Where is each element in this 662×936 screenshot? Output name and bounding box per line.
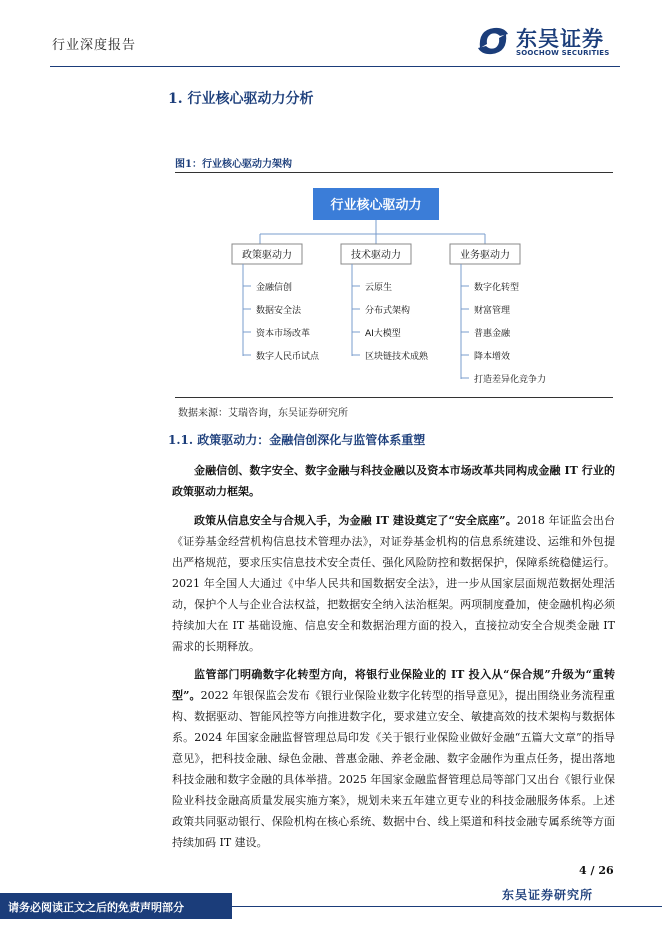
- policy-item: 资本市场改革: [256, 329, 311, 339]
- policy-item: 金融信创: [256, 283, 293, 293]
- logo-mark-icon: [474, 22, 512, 60]
- branch-policy-label: 政策驱动力: [242, 250, 292, 261]
- paragraph-1: [172, 460, 615, 502]
- business-item: 数字化转型: [474, 283, 520, 293]
- figure-title: 图1：行业核心驱动力架构: [175, 159, 292, 170]
- policy-item: 数据安全法: [256, 306, 302, 316]
- root-node-label: 行业核心驱动力: [330, 198, 422, 213]
- business-item: 降本增效: [474, 352, 511, 362]
- figure-top-rule: [175, 172, 613, 173]
- tech-item: AI大模型: [365, 329, 401, 339]
- paragraph-3-text: 2022 年银保监会发布《银行业保险业数字化转型的指导意见》，提出围绕业务流程重构、数据驱动、智能风控等方向推进数字化，要求建立安全、敏捷高效的技术架构与数据体系。2024 年国家金融监督管理总局印发《关于银行业保险业做好金融“五篇大文章”的指导意见》，把科技金融、绿色金融、普惠金融、养老金融、数字金融作为重点任务，提出落地科技金融和数字金融的具体举措。2025 年国家金融监督管理总局等部门又出台《银行业保险业科技金融高质量发展实施方案》，规划未来五年建立更专业的科技金融服务体系。上述政策共同驱动银行、保险机构在核心系统、数据中台、线上渠道和科技金融专属系统等方面持续加码 IT 建设。: [172, 689, 615, 849]
- header-rule: [50, 66, 620, 67]
- figure-bottom-rule: [175, 397, 613, 398]
- disclaimer-text: 请务必阅读正文之后的免责声明部分: [8, 901, 184, 914]
- tech-item: 云原生: [365, 283, 393, 293]
- footer-rule: [232, 906, 662, 907]
- paragraph-1-bold: 金融信创、数字安全、数字金融与科技金融以及资本市场改革共同构成金融 IT 行业的政策驱动力框架。: [172, 464, 615, 498]
- driver-diagram: [175, 174, 613, 396]
- disclaimer-band[interactable]: [0, 893, 232, 919]
- figure-source: 数据来源：艾瑞咨询，东吴证券研究所: [178, 408, 348, 419]
- business-item: 打造差异化竞争力: [474, 375, 547, 385]
- page-number: 4 / 26: [579, 864, 614, 877]
- paragraph-3: [172, 664, 615, 853]
- section-heading: 1. 行业核心驱动力分析: [168, 91, 314, 107]
- business-item: 财富管理: [474, 306, 511, 316]
- paragraph-3-bold: 监管部门明确数字化转型方向，将银行业保险业的 IT 投入从“保合规”升级为“重转型”。: [172, 668, 615, 702]
- branch-policy-tree: [243, 264, 251, 356]
- brand-name: 东吴证券: [516, 27, 604, 51]
- footer-org: 东吴证券研究所: [502, 888, 594, 902]
- branch-business-label: 业务驱动力: [460, 250, 510, 261]
- policy-item: 数字人民币试点: [256, 352, 320, 362]
- brand-logo: [474, 22, 624, 62]
- business-item: 普惠金融: [474, 329, 511, 339]
- paragraph-2-bold: 政策从信息安全与合规入手，为金融 IT 建设奠定了“安全底座”。: [194, 514, 517, 527]
- paragraph-2-text: 2018 年证监会出台《证券基金经营机构信息技术管理办法》，对证券基金机构的信息系统建设、运维和外包提出严格规范，要求压实信息技术安全责任、强化风险防控和数据保护，保障系统稳健运行。2021 年全国人大通过《中华人民共和国数据安全法》，进一步从国家层面规范数据处理活动，保护个人与企业合法权益，把数据安全纳入法治框架。两项制度叠加，使金融机构必须持续加大在 IT 基础设施、信息安全和数据治理方面的投入，直接拉动安全合规类金融 IT 需求的长期释放。: [172, 514, 615, 653]
- brand-subtitle: SOOCHOW SECURITIES: [516, 49, 610, 57]
- branch-tech-tree: [352, 264, 360, 356]
- branch-tech-label: 技术驱动力: [351, 250, 401, 261]
- tech-item: 分布式架构: [365, 306, 411, 316]
- subsection-heading: 1.1. 政策驱动力：金融信创深化与监管体系重塑: [168, 433, 426, 447]
- report-type-label: 行业深度报告: [52, 38, 137, 53]
- paragraph-2: [172, 510, 615, 657]
- root-connectors: [260, 220, 485, 244]
- branch-business-tree: [461, 264, 469, 379]
- tech-item: 区块链技术成熟: [365, 352, 429, 362]
